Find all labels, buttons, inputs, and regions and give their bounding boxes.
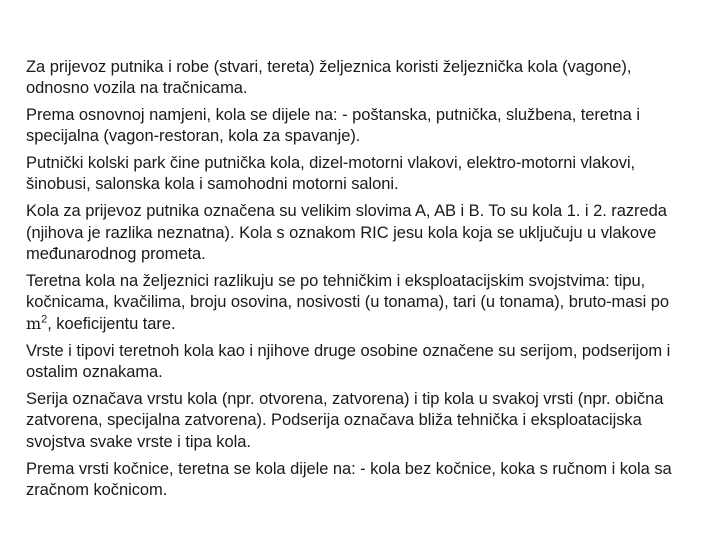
paragraph-series-marking: Vrste i tipovi teretnoh kola kao i njihove druge osobine označene su serijom, podserijom i ostalim oznakama. bbox=[26, 342, 671, 382]
paragraph-passenger-fleet: Putnički kolski park čine putnička kola, dizel-motorni vlakovi, elektro-motorni vlakovi, šinobusi, salonska kola i samohodni motorni saloni. bbox=[26, 154, 636, 194]
area-unit: m bbox=[26, 314, 42, 334]
text-body bbox=[26, 57, 698, 507]
freight-text: Teretna kola na željeznici razlikuju se po tehničkim i eksploatacijskim svojstvima: tipu, kočnicama, kvačilima, broju osovina, nosivosti (u tonama), tari (u tonama), bruto-masi po bbox=[26, 271, 669, 311]
freight-tail: , koeficijentu tare. bbox=[47, 315, 176, 334]
paragraph-series-definition: Serija označava vrstu kola (npr. otvorena, zatvorena) i tip kola u svakoj vrsti (npr. obična zatvorena, specijalna zatvorena). Podserija označava bliža tehnička i eksploatacijska svojstva svake vrste i tipa kola. bbox=[26, 390, 664, 451]
paragraph-purpose: Prema osnovnoj namjeni, kola se dijele na: - poštanska, putnička, službena, teretna i specijalna (vagon-restoran, kola za spavanje). bbox=[26, 106, 640, 146]
area-exponent: 2 bbox=[41, 313, 48, 326]
paragraph-transport: Za prijevoz putnika i robe (stvari, tereta) željeznica koristi željeznička kola (vagone), odnosno vozila na tračnicama. bbox=[26, 58, 632, 98]
paragraph-passenger-marking: Kola za prijevoz putnika označena su velikim slovima A, AB i B. To su kola 1. i 2. razreda (njihova je razlika neznatna). Kola s oznakom RIC jesu kola koja se uključuju u vlakove međunarodnog prometa. bbox=[26, 202, 667, 263]
paragraph-freight-properties bbox=[26, 271, 698, 336]
paragraph-brakes: Prema vrsti kočnice, teretna se kola dijele na: - kola bez kočnice, koka s ručnom i kola sa zračnom kočnicom. bbox=[26, 459, 672, 499]
